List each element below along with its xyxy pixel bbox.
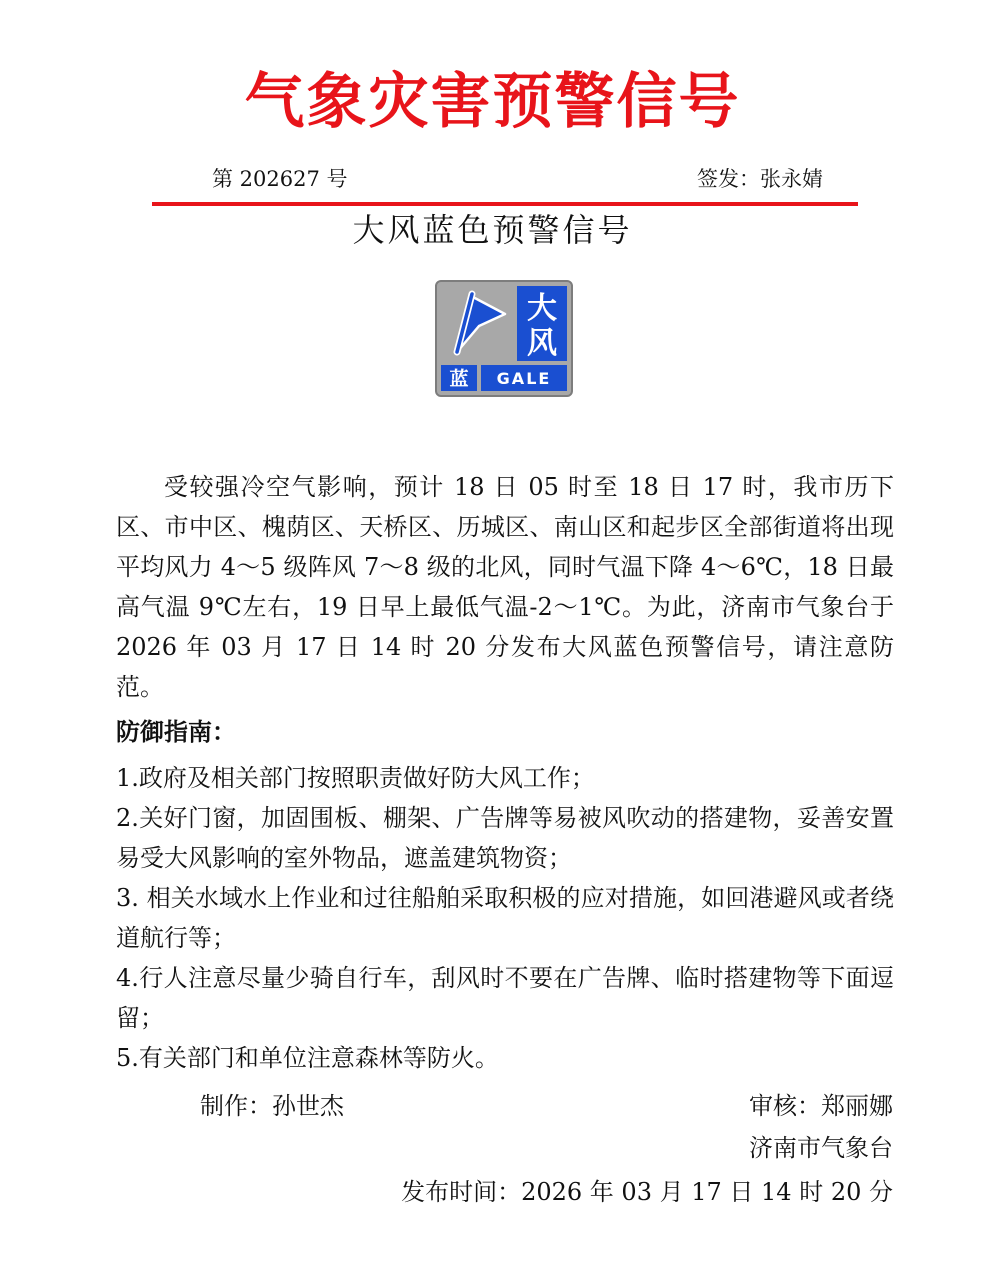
- reviewer-credit: 审核：郑丽娜: [749, 1092, 893, 1120]
- warning-description: 受较强冷空气影响，预计 18 日 05 时至 18 日 17 时，我市历下区、市中区、槐荫区、天桥区、历城区、南山区和起步区全部街道将出现平均风力 4～5 级阵风 7～8 级的北风，同时气温下降 4～6℃，18 日最高气温 9℃左右，19 日早上最低气温-2～1℃。为此，济南市气象台于 2026 年 03 月 17 日 14 时 20 分发布大风蓝色预警信号，请注意防范。: [116, 473, 894, 701]
- release-time: 发布时间：2026 年 03 月 17 日 14 时 20 分: [401, 1178, 893, 1206]
- issuer-signature: 签发：张永婧: [697, 167, 823, 191]
- defense-guide-list: [116, 758, 894, 1078]
- icon-level-char: 蓝: [449, 368, 469, 390]
- maker-credit: 制作：孙世杰: [200, 1092, 344, 1120]
- guide-item: 3. 相关水域水上作业和过往船舶采取积极的应对措施，如回港避风或者绕道航行等；: [116, 884, 894, 952]
- icon-char-top: 大: [527, 291, 557, 326]
- red-divider-line: [152, 202, 858, 206]
- gale-blue-warning-icon: [435, 280, 573, 397]
- issuing-organization: 济南市气象台: [749, 1134, 893, 1162]
- icon-char-bottom: 风: [527, 326, 557, 361]
- document-title: 气象灾害预警信号: [244, 67, 741, 137]
- guide-item: 1.政府及相关部门按照职责做好防大风工作；: [116, 764, 595, 792]
- document-number: 第 202627 号: [212, 167, 348, 191]
- guide-item: 5.有关部门和单位注意森林等防火。: [116, 1044, 499, 1072]
- guide-item: 2.关好门窗，加固围板、棚架、广告牌等易被风吹动的搭建物，妥善安置易受大风影响的室外物品，遮盖建筑物资；: [116, 804, 894, 872]
- signal-title: 大风蓝色预警信号: [352, 211, 633, 249]
- guide-item: 4.行人注意尽量少骑自行车，刮风时不要在广告牌、临时搭建物等下面逗留；: [116, 964, 894, 1032]
- defense-guide-heading: 防御指南：: [116, 717, 236, 746]
- icon-english-label: GALE: [496, 369, 552, 388]
